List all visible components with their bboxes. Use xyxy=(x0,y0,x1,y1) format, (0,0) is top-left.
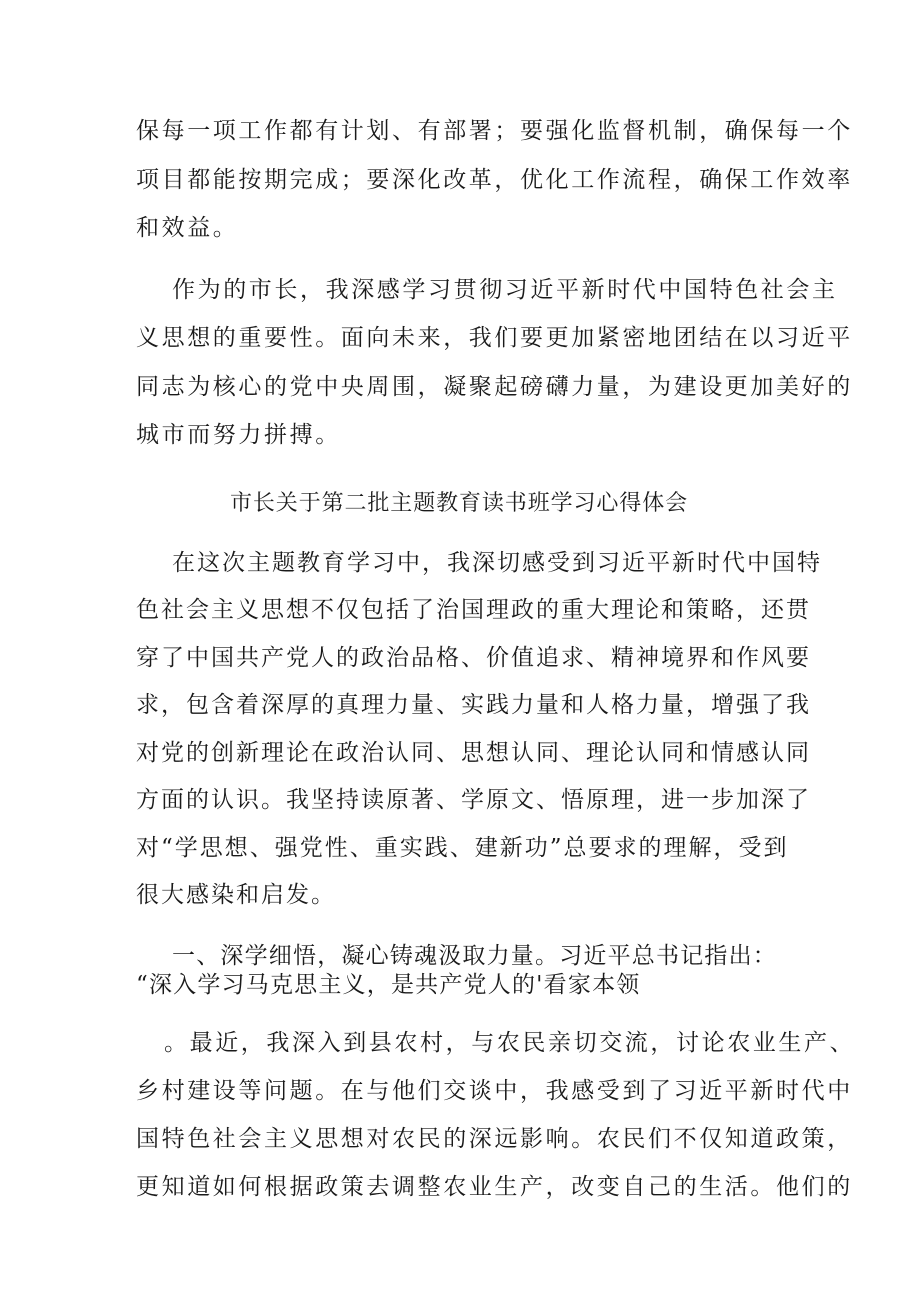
paragraph-line: 对党的创新理论在政治认同、思想认同、理论认同和情感认同 xyxy=(136,740,811,766)
paragraph-line: 方面的认识。我坚持读原著、学原文、悟原理，进一步加深了 xyxy=(136,787,811,813)
paragraph-line: 对“学思想、强党性、重实践、建新功”总要求的理解，受到 xyxy=(136,835,789,861)
paragraph-line: 在这次主题教育学习中，我深切感受到习近平新时代中国特 xyxy=(172,550,822,576)
paragraph-line: “深入学习马克思主义，是共产党人的'看家本领 xyxy=(136,972,641,998)
paragraph-line: 更知道如何根据政策去调整农业生产，改变自己的生活。他们的 xyxy=(136,1174,853,1200)
paragraph-line: 乡村建设等问题。在与他们交谈中，我感受到了习近平新时代中 xyxy=(136,1078,853,1104)
paragraph-line: 。最近，我深入到县农村，与农民亲切交流，讨论农业生产、 xyxy=(164,1030,856,1056)
paragraph-line: 很大感染和启发。 xyxy=(136,882,336,908)
paragraph-line: 项目都能按期完成；要深化改革，优化工作流程，确保工作效率 xyxy=(136,167,853,193)
paragraph-line: 作为的市长，我深感学习贯彻习近平新时代中国特色社会主 xyxy=(172,277,838,303)
paragraph-line: 色社会主义思想不仅包括了治国理政的重大理论和策略，还贯 xyxy=(136,597,811,623)
section-title: 市长关于第二批主题教育读书班学习心得体会 xyxy=(230,491,689,516)
paragraph-line: 求，包含着深厚的真理力量、实践力量和人格力量，增强了我 xyxy=(136,692,811,718)
paragraph-line: 同志为核心的党中央周围，凝聚起磅礴力量，为建设更加美好的 xyxy=(136,374,853,400)
paragraph-line: 和效益。 xyxy=(136,215,239,241)
paragraph-line: 保每一项工作都有计划、有部署；要强化监督机制，确保每一个 xyxy=(136,118,853,144)
paragraph-line: 国特色社会主义思想对农民的深远影响。农民们不仅知道政策， xyxy=(136,1126,853,1152)
paragraph-line: 义思想的重要性。面向未来，我们要更加紧密地团结在以习近平 xyxy=(136,325,853,351)
paragraph-line: 城市而努力拼搏。 xyxy=(136,422,341,448)
paragraph-line: 穿了中国共产党人的政治品格、价值追求、精神境界和作风要 xyxy=(136,645,811,671)
paragraph-line: 一、深学细悟，凝心铸魂汲取力量。习近平总书记指出： xyxy=(172,943,777,969)
